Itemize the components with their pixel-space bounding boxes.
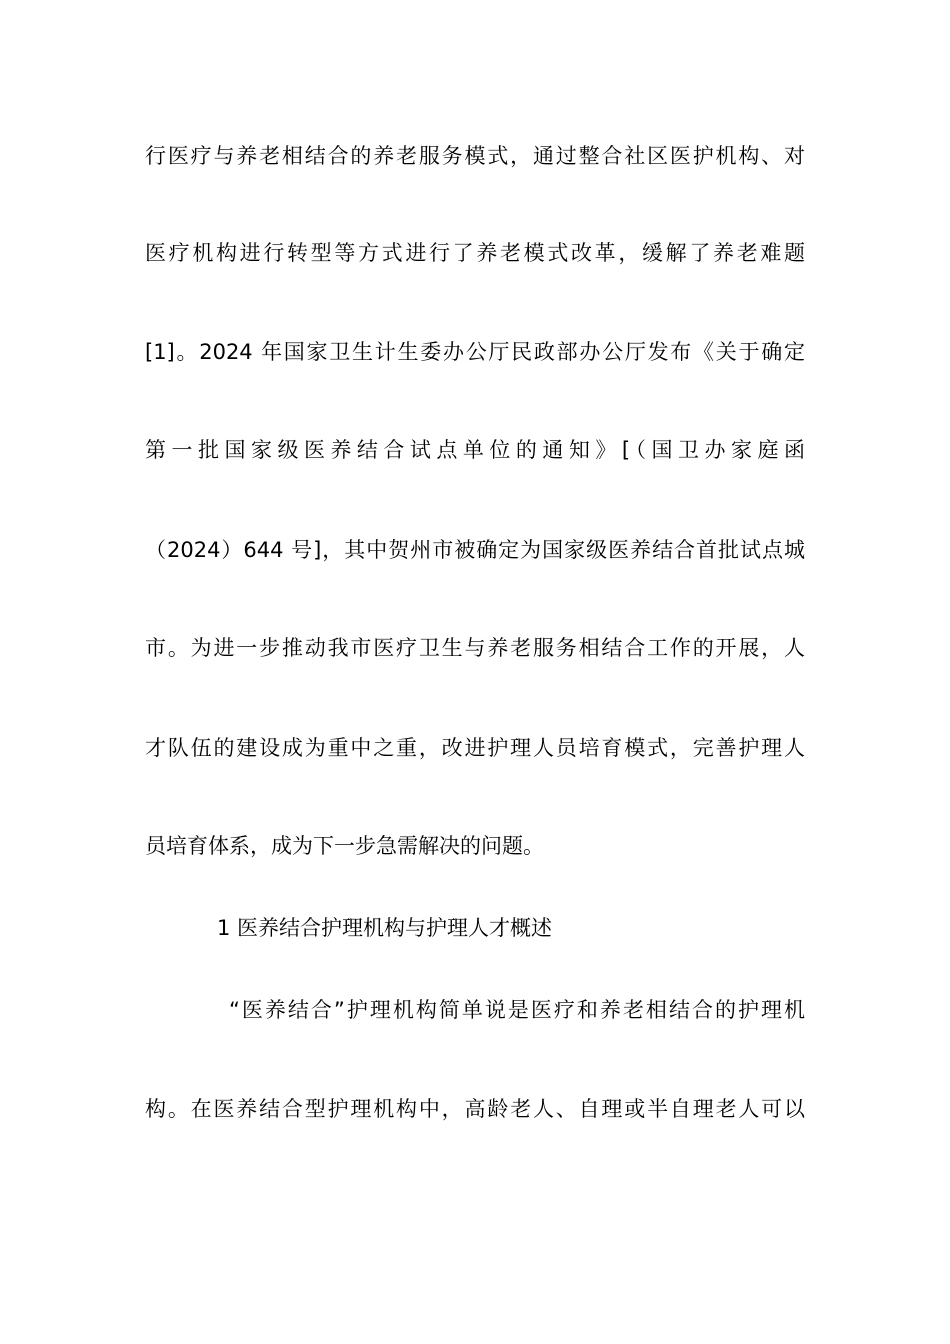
section-heading: 1 医养结合护理机构与护理人才概述: [217, 916, 553, 940]
body-text-line: 医疗机构进行转型等方式进行了养老模式改革，缓解了养老难题: [145, 241, 805, 265]
body-text-line: 员培育体系，成为下一步急需解决的问题。: [145, 834, 544, 858]
body-text-line: 市。为进一步推动我市医疗卫生与养老服务相结合工作的开展，人: [145, 636, 805, 660]
body-text-line: 才队伍的建设成为重中之重，改进护理人员培育模式，完善护理人: [145, 736, 805, 760]
body-text-line: “医养结合”护理机构简单说是医疗和养老相结合的护理机: [229, 998, 805, 1022]
body-text-line: （2024）644 号]，其中贺州市被确定为国家级医养结合首批试点城: [145, 538, 805, 562]
body-text-line: 构。在医养结合型护理机构中，高龄老人、自理或半自理老人可以: [145, 1097, 805, 1121]
body-text-line: 行医疗与养老相结合的养老服务模式，通过整合社区医护机构、对: [145, 144, 805, 168]
body-text-line: [1]。2024 年国家卫生计生委办公厅民政部办公厅发布《关于确定: [145, 340, 805, 364]
body-text-line: 第一批国家级医养结合试点单位的通知》[（国卫办家庭函: [145, 438, 805, 462]
